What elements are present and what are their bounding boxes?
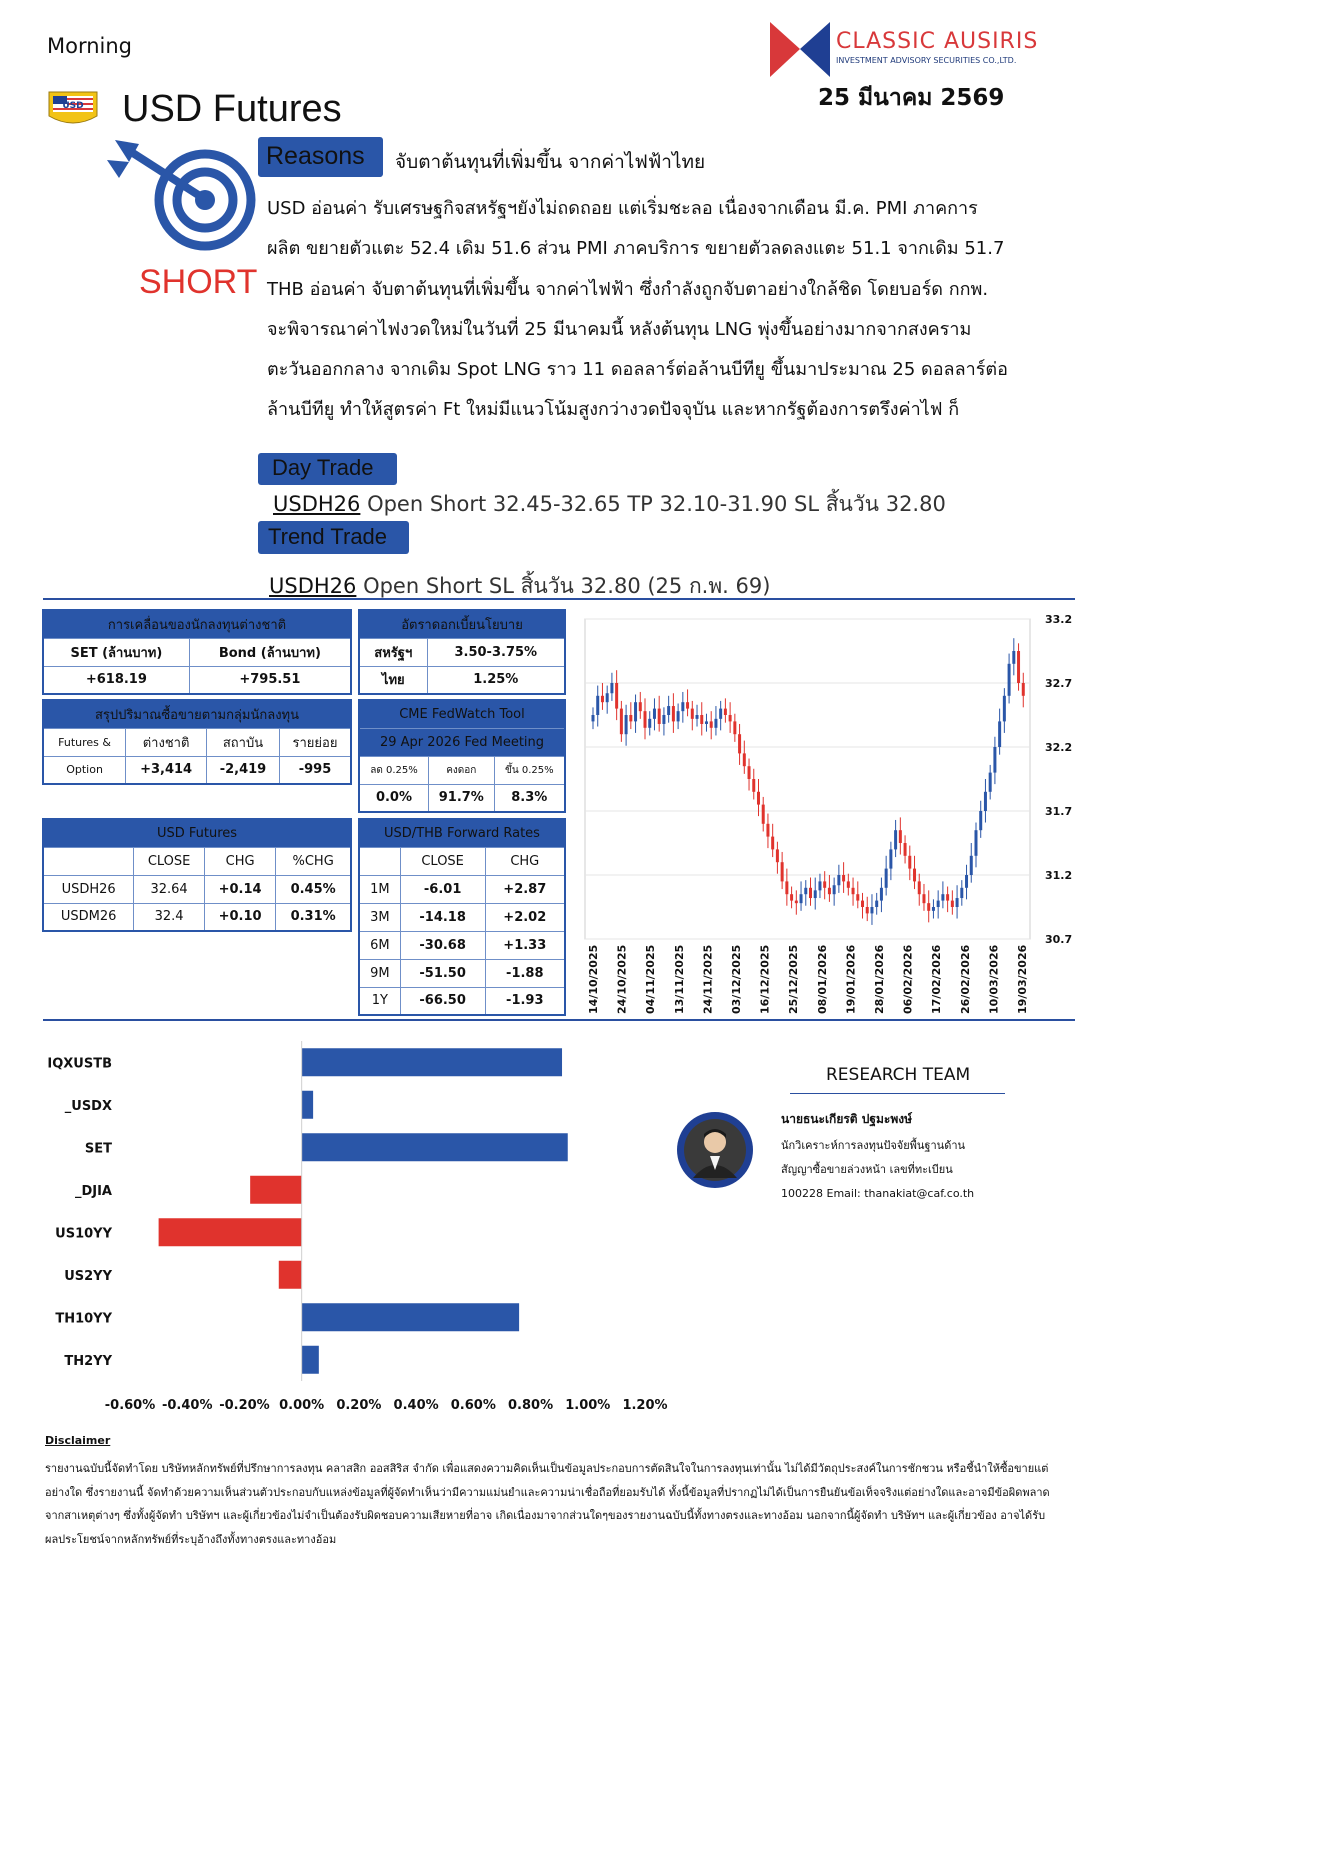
investor-group-header: รายย่อย [279, 728, 351, 756]
analyst-contact: 100228 Email: thanakiat@caf.co.th [781, 1187, 975, 1200]
candle-body [700, 715, 703, 724]
x-tick-label: 08/01/2026 [815, 944, 829, 1014]
forward-rates-table [358, 818, 566, 1016]
candle-body [785, 881, 788, 894]
forward-rates-tenor: 6M [359, 931, 400, 959]
x-tick-label: -0.60% [104, 1398, 156, 1413]
analyst-name: นายธนะเกียรติ ปฐมะพงษ์ [781, 1112, 913, 1126]
bar-category-label: _DJIA [74, 1183, 112, 1199]
candle-body [804, 888, 807, 894]
forward-rates-corner [359, 847, 400, 875]
candle-body [757, 792, 760, 805]
fedwatch-title: CME FedWatch Tool [359, 700, 565, 728]
candle-body [979, 811, 982, 830]
company-logo-icon [770, 22, 830, 77]
candle-body [615, 683, 618, 709]
candle-body [644, 711, 647, 728]
usd-futures-title: USD Futures [43, 819, 351, 847]
x-tick-label: 0.40% [393, 1398, 439, 1413]
x-tick-label: 03/12/2025 [730, 944, 743, 1014]
forward-rates-chg: +2.87 [485, 875, 565, 903]
disclaimer-line: จากสาเหตุต่างๆ ซึ่งทั้งผู้จัดทำ บริษัทฯ และผู้เกี่ยวข้องไม่จำเป็นต้องรับผิดชอบความเสียหายที่อาจ เกิดเนื่องมาจากส่วนใดๆของรายงานฉบับนี้ทั้งทางตรงและทางอ้อม นอกจากนี้ผู้จัดทำ บริษัทฯ และผู้เกี่ยวข้อง อาจได้รับ [45, 1509, 1046, 1522]
foreign-flow-bond-value: +795.51 [189, 666, 351, 694]
candle-body [932, 907, 935, 911]
reason-line: ล้านบีทียู ทำให้สูตรค่า Ft ใหม่มีแนวโน้มสูงกว่างวดปัจจุบัน และหากรัฐต้องการตรึงค่าไฟ ก็ [267, 399, 960, 421]
candle-body [818, 881, 821, 890]
usd-futures-symbol: USDH26 [43, 875, 134, 903]
candle-body [766, 824, 769, 837]
reason-line: USD อ่อนค่า รับเศรษฐกิจสหรัฐฯยังไม่ถดถอย แต่เริ่มชะลอ เนื่องจากเดือน มี.ค. PMI ภาคการ [267, 198, 978, 219]
bar-category-label: TH10YY [55, 1311, 112, 1327]
x-tick-label: -0.20% [219, 1398, 270, 1413]
candle-body [1012, 651, 1015, 664]
candle-body [667, 706, 670, 715]
usd-futures-symbol: USDM26 [43, 903, 134, 931]
bar-category-label: SET [84, 1141, 112, 1157]
fedwatch-value: 91.7% [428, 784, 494, 812]
candle-body [601, 696, 604, 702]
research-divider [790, 1093, 1005, 1094]
bar-category-label: US2YY [64, 1268, 112, 1284]
bar [302, 1133, 568, 1161]
investor-group-row-label: Futures & [43, 728, 126, 756]
reasons-headline: จับตาต้นทุนที่เพิ่มขึ้น จากค่าไฟฟ้าไทย [395, 151, 706, 173]
candle-body [771, 837, 774, 850]
usd-futures-header: CHG [204, 847, 275, 875]
bar [302, 1346, 319, 1374]
fedwatch-value: 0.0% [359, 784, 428, 812]
policy-rate-value: 3.50-3.75% [427, 638, 565, 666]
candle-body [658, 709, 661, 724]
day-trade-symbol: USDH26 [273, 492, 361, 516]
fedwatch-header: คงดอก [428, 756, 494, 784]
candle-body [752, 779, 755, 792]
policy-rate-value: 1.25% [427, 666, 565, 694]
candle-body [847, 881, 850, 887]
usd-futures-corner [43, 847, 134, 875]
bar [302, 1303, 519, 1331]
foreign-flow-col-set: SET (ล้านบาท) [43, 638, 189, 666]
policy-rate-title: อัตราดอกเบี้ยนโยบาย [359, 610, 565, 638]
candle-body [592, 715, 595, 721]
candle-body [696, 715, 699, 719]
candle-body [918, 881, 921, 894]
usd-futures-chg: +0.14 [204, 875, 275, 903]
x-tick-label: 24/11/2025 [701, 944, 715, 1014]
x-tick-label: 19/03/2026 [1016, 944, 1029, 1014]
y-tick-label: 33.2 [1045, 613, 1073, 626]
candle-body [1022, 683, 1025, 696]
candle-body [1017, 651, 1020, 683]
market-change-bar-chart [40, 1035, 668, 1420]
candle-body [960, 888, 963, 898]
bar [302, 1091, 313, 1119]
candle-body [653, 709, 656, 719]
candle-body [1003, 696, 1006, 722]
trend-trade-symbol: USDH26 [269, 574, 357, 598]
fedwatch-table [358, 699, 566, 813]
candle-body [842, 875, 845, 881]
candle-body [861, 901, 864, 907]
foreign-flow-title: การเคลื่อนของนักลงทุนต่างชาติ [43, 610, 351, 638]
usd-futures-pct: 0.45% [276, 875, 351, 903]
candle-body [606, 693, 609, 702]
candle-body [809, 888, 812, 898]
fedwatch-header: ขึ้น 0.25% [494, 756, 565, 784]
candle-body [672, 706, 675, 721]
section-divider [43, 1019, 1075, 1021]
reasons-body [267, 189, 1067, 431]
disclaimer-line: อย่างใด ซึ่งรายงานนี้ จัดทำด้วยความเห็นส่วนตัวประกอบกับแหล่งข้อมูลที่ผู้จัดทำเห็นว่ามีความแม่นยำและความน่าเชื่อถือที่ยอมรับได้ ทั้งนี้ข้อมูลที่ปรากฏไม่ได้เป็นการยืนยันข้อเท็จจริงแต่อย่างใดและอาจมีข้อผิดพลาด [45, 1485, 1050, 1499]
x-tick-label: 13/11/2025 [672, 944, 686, 1014]
forward-rates-header: CHG [485, 847, 565, 875]
candle-body [610, 683, 613, 693]
day-trade-label: Day Trade [258, 453, 397, 485]
reason-line: THB อ่อนค่า จับตาต้นทุนที่เพิ่มขึ้น จากค่าไฟฟ้า ซึ่งกำลังถูกจับตาอย่างใกล้ชิด โดยบอร์ด กกพ. [267, 278, 989, 300]
usd-futures-table [42, 818, 352, 932]
x-tick-label: 0.80% [508, 1398, 554, 1413]
candle-body [639, 702, 642, 711]
x-tick-label: 24/10/2025 [615, 944, 629, 1014]
forward-rates-close: -6.01 [400, 875, 485, 903]
investor-group-value: -995 [279, 756, 351, 784]
candle-body [904, 843, 907, 856]
candle-body [875, 901, 878, 907]
x-tick-label: 14/10/2025 [587, 944, 600, 1014]
candle-body [634, 702, 637, 721]
candle-body [889, 849, 892, 868]
candle-body [908, 856, 911, 869]
candle-body [941, 894, 944, 900]
company-subtitle: INVESTMENT ADVISORY SECURITIES CO.,LTD. [836, 56, 1017, 65]
x-tick-label: 26/02/2026 [958, 944, 972, 1014]
usd-futures-close: 32.64 [134, 875, 205, 903]
forward-rates-tenor: 3M [359, 903, 400, 931]
candle-body [719, 709, 722, 719]
foreign-flow-col-bond: Bond (ล้านบาท) [189, 638, 351, 666]
candle-body [800, 894, 803, 903]
fedwatch-value: 8.3% [494, 784, 565, 812]
trend-trade-label: Trend Trade [258, 521, 409, 554]
disclaimer-title: Disclaimer [45, 1434, 111, 1447]
candle-body [743, 753, 746, 766]
candle-body [894, 830, 897, 849]
x-tick-label: 28/01/2026 [873, 944, 886, 1014]
usd-futures-badge-icon [45, 90, 101, 128]
x-tick-label: 10/03/2026 [987, 944, 1001, 1014]
candle-body [937, 901, 940, 907]
forward-rates-chg: +1.33 [485, 931, 565, 959]
x-tick-label: 1.00% [565, 1398, 611, 1413]
bar-category-label: US10YY [55, 1226, 112, 1242]
fedwatch-meeting: 29 Apr 2026 Fed Meeting [359, 728, 565, 756]
candle-body [795, 901, 798, 904]
report-date: 25 มีนาคม 2569 [818, 85, 1005, 111]
x-tick-label: 0.00% [279, 1398, 325, 1413]
reason-line: ผลิต ขยายตัวแตะ 52.4 เดิม 51.6 ส่วน PMI ภาคบริการ ขยายตัวลดลงแตะ 51.1 จากเดิม 51.7 [267, 238, 1005, 260]
candle-body [662, 715, 665, 724]
fedwatch-header: ลด 0.25% [359, 756, 428, 784]
usd-futures-pct: 0.31% [276, 903, 351, 931]
candle-body [885, 869, 888, 888]
target-arrow-icon [105, 138, 265, 248]
page-title: USD Futures [122, 88, 342, 130]
forward-rates-close: -51.50 [400, 959, 485, 987]
report-session: Morning [47, 34, 133, 58]
svg-text:USD: USD [62, 101, 84, 111]
y-tick-label: 32.7 [1045, 677, 1073, 690]
forward-rates-header: CLOSE [400, 847, 485, 875]
candle-body [927, 903, 930, 911]
investor-group-value: -2,419 [206, 756, 279, 784]
candle-body [629, 715, 632, 721]
x-tick-label: 17/02/2026 [930, 944, 944, 1014]
candle-body [781, 862, 784, 881]
forward-rates-chg: -1.93 [485, 987, 565, 1015]
forward-rates-chg: +2.02 [485, 903, 565, 931]
forward-rates-close: -14.18 [400, 903, 485, 931]
candle-body [790, 894, 793, 900]
day-trade-text: Open Short 32.45-32.65 TP 32.10-31.90 SL สิ้นวัน 32.80 [360, 492, 946, 516]
candle-body [729, 715, 732, 721]
disclaimer-line: รายงานฉบับนี้จัดทำโดย บริษัทหลักทรัพย์ที่ปรึกษาการลงทุน คลาสสิก ออสสิริส จำกัด เพื่อแสดงความคิดเห็นเป็นข้อมูลประกอบการตัดสินใจในการลงทุนเท่านั้น ไม่ได้มีวัตถุประสงค์ในการชักชวน หรือชี้นำให้ซื้อขายแต่ [45, 1462, 1049, 1475]
investor-group-header: สถาบัน [206, 728, 279, 756]
x-tick-label: 19/01/2026 [844, 944, 858, 1014]
candle-body [738, 734, 741, 753]
trend-trade-text: Open Short SL สิ้นวัน 32.80 (25 ก.พ. 69) [356, 574, 771, 598]
forward-rates-close: -66.50 [400, 987, 485, 1015]
candle-body [828, 888, 831, 894]
disclaimer-line: ผลประโยชน์จากหลักทรัพย์ที่ระบุอ้างถึงทั้งทางตรงและทางอ้อม [45, 1532, 337, 1546]
investor-group-header: ต่างชาติ [126, 728, 207, 756]
y-tick-label: 31.7 [1045, 805, 1073, 818]
policy-rate-table [358, 609, 566, 695]
x-tick-label: 06/02/2026 [901, 944, 915, 1014]
foreign-flow-table [42, 609, 352, 695]
reason-line: ตะวันออกกลาง จากเดิม Spot LNG ราว 11 ดอลลาร์ต่อล้านบีทียู ขึ้นมาประมาณ 25 ดอลลาร์ต่อ [267, 359, 1008, 381]
candle-body [681, 702, 684, 711]
candle-body [951, 901, 954, 907]
investor-group-value: +3,414 [126, 756, 207, 784]
candle-body [970, 856, 973, 875]
forward-rates-tenor: 1M [359, 875, 400, 903]
bar [159, 1218, 302, 1246]
candle-body [762, 805, 765, 824]
x-tick-label: 1.20% [622, 1398, 668, 1413]
candle-body [620, 709, 623, 735]
candle-body [956, 898, 959, 907]
x-tick-label: 0.60% [450, 1398, 496, 1413]
candle-body [833, 885, 836, 894]
bar [279, 1261, 302, 1289]
day-trade-plan [273, 488, 946, 521]
candle-body [913, 869, 916, 882]
investor-group-table [42, 699, 352, 785]
candle-body [677, 711, 680, 721]
candle-body [984, 792, 987, 811]
candle-body [823, 881, 826, 887]
analyst-role: นักวิเคราะห์การลงทุนปัจจัยพื้นฐานด้าน [781, 1139, 966, 1152]
candle-body [856, 894, 859, 900]
forward-rates-chg: -1.88 [485, 959, 565, 987]
investor-group-title: สรุปปริมาณซื้อขายตามกลุ่มนักลงทุน [43, 700, 351, 728]
analyst-info [781, 1134, 974, 1206]
usd-futures-header: %CHG [276, 847, 351, 875]
research-team-title: RESEARCH TEAM [826, 1065, 971, 1085]
candle-body [1008, 664, 1011, 696]
candle-body [714, 719, 717, 728]
candle-body [852, 888, 855, 894]
section-divider [43, 598, 1075, 600]
analyst-role: สัญญาซื้อขายล่วงหน้า เลขที่ทะเบียน [781, 1163, 953, 1176]
candle-body [686, 702, 689, 708]
candle-body [974, 830, 977, 856]
usd-futures-chg: +0.10 [204, 903, 275, 931]
investor-group-row-label: Option [43, 756, 126, 784]
bar [302, 1048, 562, 1076]
x-tick-label: 25/12/2025 [787, 944, 801, 1014]
signal-short: SHORT [139, 263, 258, 301]
bar-category-label: IQXUSTB [47, 1056, 112, 1072]
forward-rates-tenor: 9M [359, 959, 400, 987]
candle-body [705, 721, 708, 724]
bar-category-label: TH2YY [64, 1353, 112, 1369]
candle-body [870, 907, 873, 913]
candle-body [710, 721, 713, 727]
candle-body [866, 907, 869, 913]
y-tick-label: 30.7 [1045, 933, 1073, 946]
candle-body [724, 709, 727, 715]
candle-body [993, 747, 996, 773]
company-name: CLASSIC AUSIRIS [836, 29, 1039, 54]
reasons-label: Reasons [258, 137, 383, 177]
policy-rate-country: ไทย [359, 666, 427, 694]
forward-rates-close: -30.68 [400, 931, 485, 959]
bar-category-label: _USDX [64, 1098, 112, 1114]
y-tick-label: 31.2 [1045, 869, 1073, 882]
x-tick-label: -0.40% [161, 1398, 213, 1413]
reason-line: จะพิจารณาค่าไฟงวดใหม่ในวันที่ 25 มีนาคมนี้ หลังต้นทุน LNG พุ่งขึ้นอย่างมากจากสงคราม [267, 318, 972, 340]
bar [250, 1176, 302, 1204]
x-tick-label: 16/12/2025 [758, 944, 772, 1014]
candle-body [989, 773, 992, 792]
candle-body [691, 709, 694, 719]
candle-body [946, 894, 949, 900]
usd-futures-close: 32.4 [134, 903, 205, 931]
usdthb-candlestick-chart [580, 606, 1080, 1016]
analyst-avatar [677, 1112, 753, 1188]
candle-body [814, 890, 817, 898]
candle-body [733, 721, 736, 734]
candle-body [596, 696, 599, 715]
foreign-flow-set-value: +618.19 [43, 666, 189, 694]
candle-body [837, 875, 840, 885]
x-tick-label: 0.20% [336, 1398, 382, 1413]
y-tick-label: 32.2 [1045, 741, 1073, 754]
forward-rates-tenor: 1Y [359, 987, 400, 1015]
candle-body [648, 719, 651, 728]
disclaimer-body [45, 1457, 1055, 1551]
candle-body [625, 715, 628, 734]
candle-body [880, 888, 883, 901]
candle-body [776, 849, 779, 862]
candle-body [965, 875, 968, 888]
usd-futures-header: CLOSE [134, 847, 205, 875]
candle-body [922, 894, 925, 903]
candle-body [998, 721, 1001, 747]
forward-rates-title: USD/THB Forward Rates [359, 819, 565, 847]
candle-body [748, 766, 751, 779]
candle-body [899, 830, 902, 843]
x-tick-label: 04/11/2025 [644, 944, 658, 1014]
policy-rate-country: สหรัฐฯ [359, 638, 427, 666]
